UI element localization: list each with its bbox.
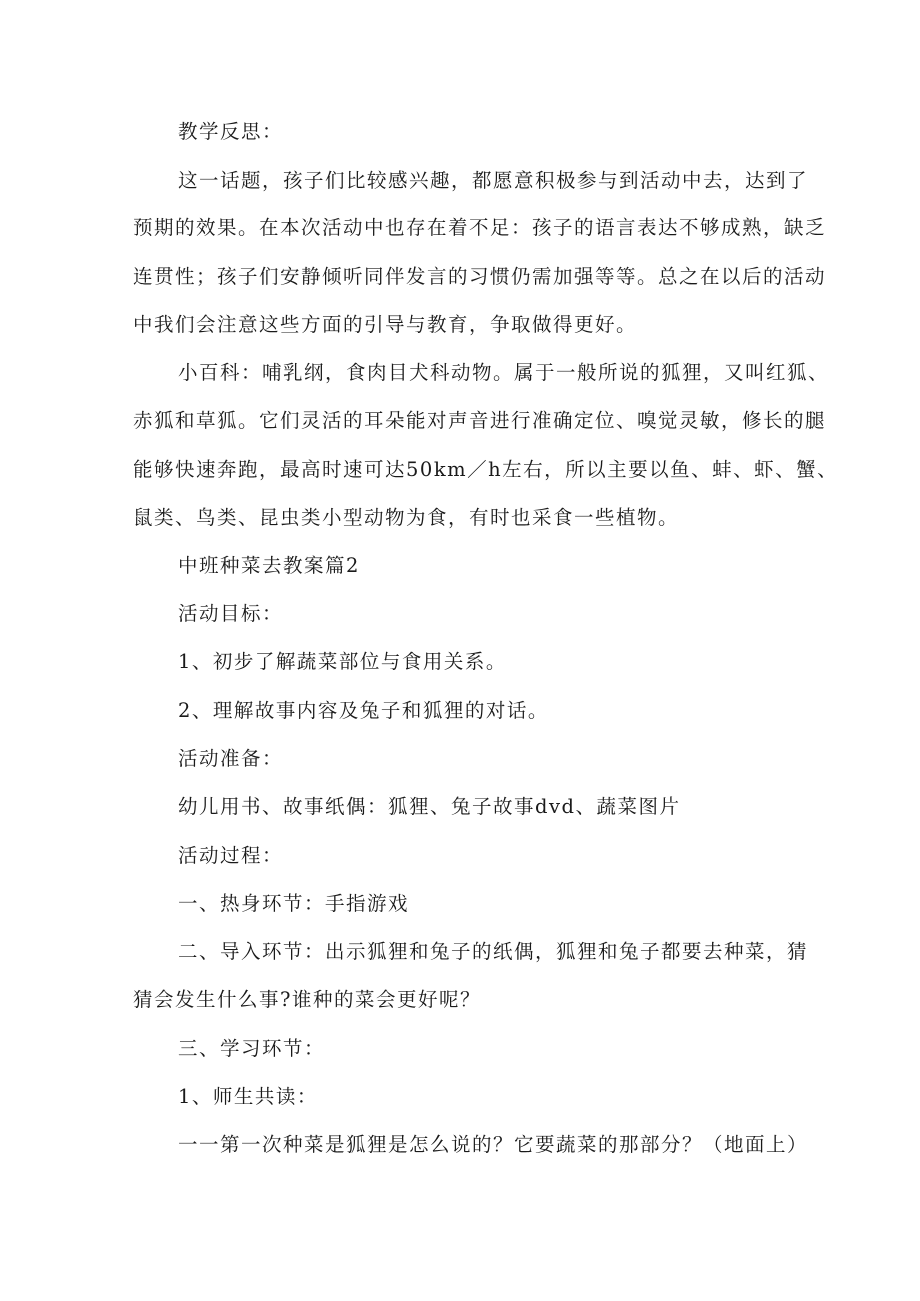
list-item: 1、师生共读：	[178, 1085, 318, 1108]
paragraph-line: 一一第一次种菜是狐狸是怎么说的？它要蔬菜的那部分？（地面上）	[178, 1133, 809, 1156]
paragraph-line: 连贯性；孩子们安静倾听同伴发言的习惯仍需加强等等。总之在以后的活动	[133, 265, 827, 288]
section-heading-goals: 活动目标：	[178, 602, 284, 625]
list-item: 2、理解故事内容及兔子和狐狸的对话。	[178, 699, 549, 722]
paragraph-line: 猜会发生什么事?谁种的菜会更好呢？	[133, 988, 481, 1011]
paragraph-line: 鼠类、鸟类、昆虫类小型动物为食，有时也采食一些植物。	[133, 506, 680, 529]
paragraph-line: 这一话题，孩子们比较感兴趣，都愿意积极参与到活动中去，达到了	[178, 169, 809, 192]
paragraph-line: 小百科：哺乳纲，食肉目犬科动物。属于一般所说的狐狸，又叫红狐、	[178, 361, 830, 384]
paragraph-line: 二、导入环节：出示狐狸和兔子的纸偶，狐狸和兔子都要去种菜，猜	[178, 940, 809, 963]
section-heading-preparation: 活动准备：	[178, 747, 284, 770]
list-item: 三、学习环节：	[178, 1037, 326, 1060]
paragraph-line: 幼儿用书、故事纸偶：狐狸、兔子故事dvd、蔬菜图片	[178, 795, 681, 818]
section-heading-process: 活动过程：	[178, 844, 284, 867]
section-heading-reflection: 教学反思：	[178, 120, 284, 143]
list-item: 1、初步了解蔬菜部位与食用关系。	[178, 650, 507, 673]
list-item: 一、热身环节：手指游戏	[178, 892, 410, 915]
paragraph-line: 赤狐和草狐。它们灵活的耳朵能对声音进行准确定位、嗅觉灵敏，修长的腿	[133, 409, 827, 432]
section-title: 中班种菜去教案篇2	[178, 554, 360, 577]
paragraph-line: 预期的效果。在本次活动中也存在着不足：孩子的语言表达不够成熟，缺乏	[133, 216, 827, 239]
paragraph-line: 中我们会注意这些方面的引导与教育，争取做得更好。	[133, 313, 638, 336]
paragraph-line: 能够快速奔跑，最高时速可达50km／h左右，所以主要以鱼、蚌、虾、蟹、	[133, 458, 839, 481]
